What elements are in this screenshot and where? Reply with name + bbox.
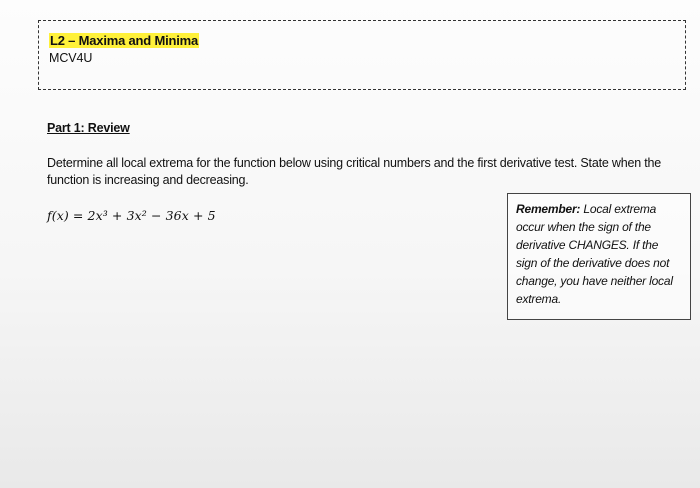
- course-code: MCV4U: [49, 51, 93, 65]
- reminder-box: [507, 193, 691, 320]
- reminder-text: Local extrema occur when the sign of the derivative CHANGES. If the sign of the derivative does not change, you have neither local extrema.: [516, 202, 673, 306]
- reminder-label: Remember:: [516, 202, 581, 216]
- function-equation: f(x) = 2x³ + 3x² − 36x + 5: [47, 208, 216, 223]
- section-heading: Part 1: Review: [47, 121, 130, 135]
- header-box: [38, 20, 686, 90]
- lesson-title: L2 – Maxima and Minima: [50, 33, 199, 48]
- instructions-text: Determine all local extrema for the function below using critical numbers and the first derivative test. State when the function is increasing and decreasing.: [47, 156, 662, 187]
